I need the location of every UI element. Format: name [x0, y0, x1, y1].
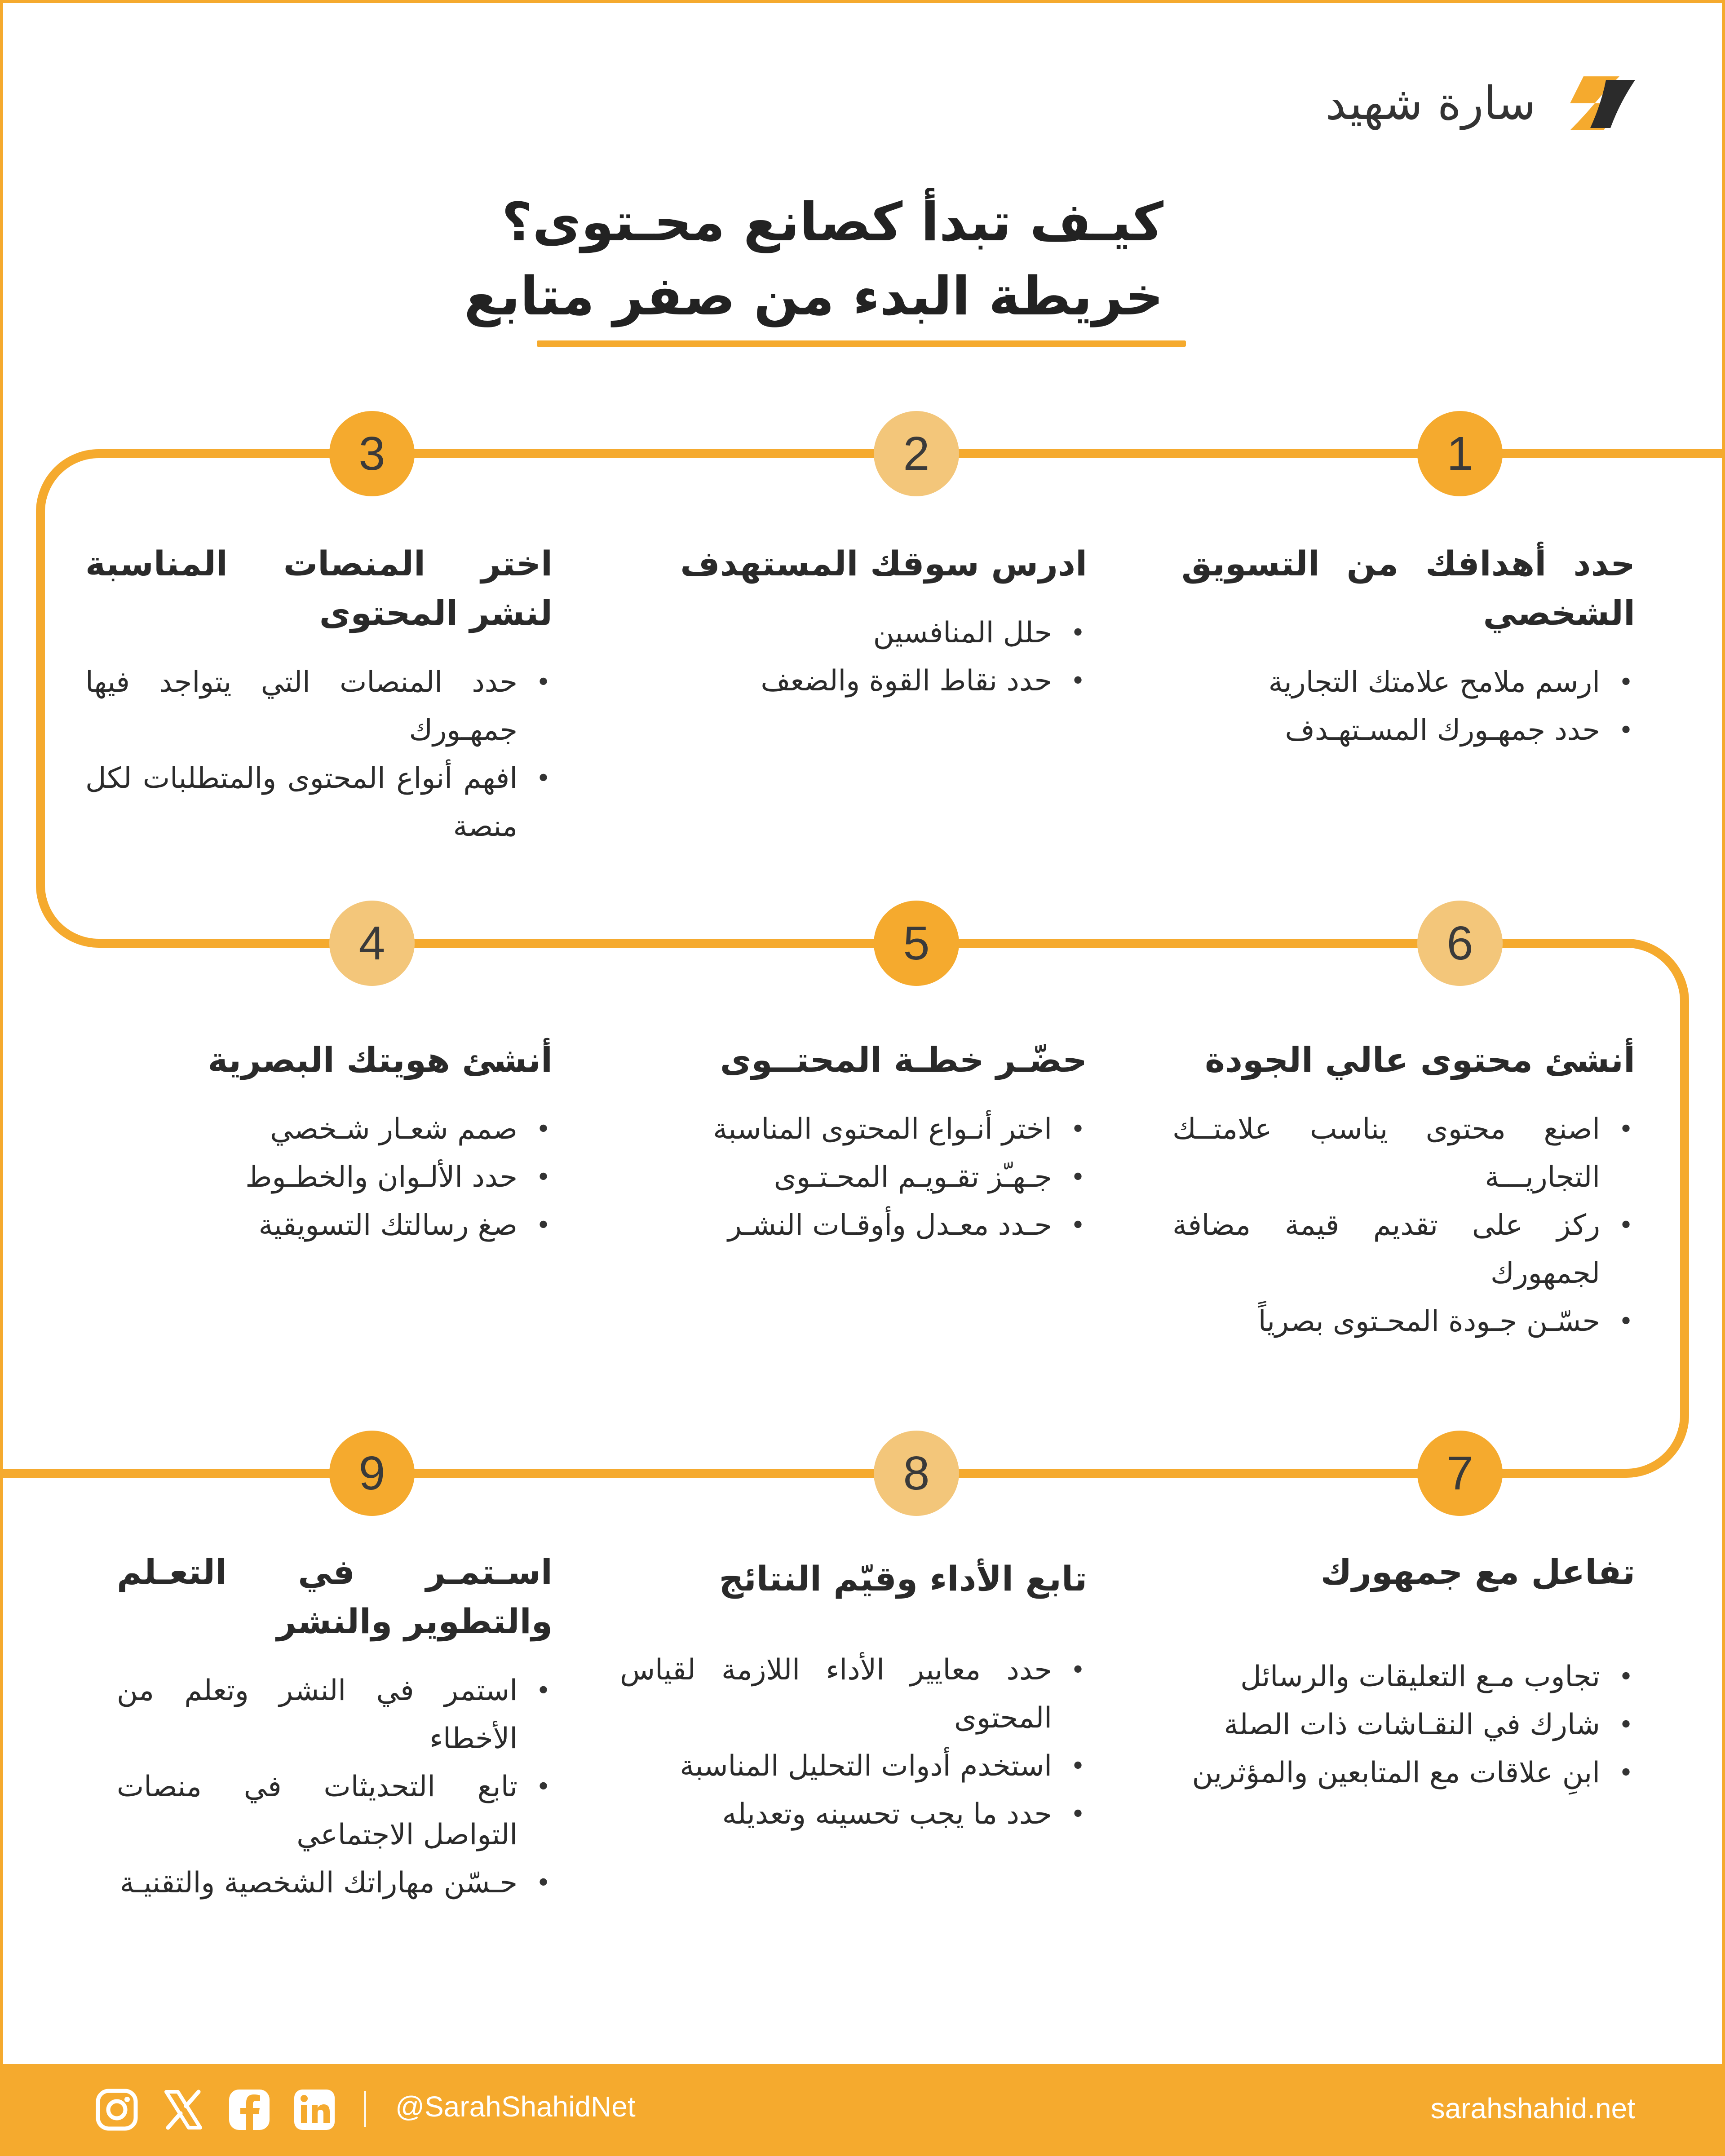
instagram-icon[interactable]	[94, 2087, 139, 2132]
step-8	[620, 1554, 1087, 1838]
social-handle[interactable]: @SarahShahidNet	[395, 2090, 636, 2123]
step-number-2: 2	[874, 411, 959, 496]
step-6-title: أنشئ محتوى عالي الجودة	[1205, 1040, 1635, 1080]
list-item: • صمم شعـار شـخصي	[85, 1105, 553, 1153]
step-8-title: تابع الأداء وقيّم النتائج	[719, 1559, 1087, 1599]
list-item: • حدد نقاط القوة والضعف	[638, 657, 1087, 705]
step-7-list	[1132, 1653, 1635, 1797]
step-2-title: ادرس سوقك المستهدف	[680, 543, 1087, 583]
list-item: • اختر أنـواع المحتوى المناسبة	[638, 1105, 1087, 1153]
step-number-9: 9	[329, 1431, 415, 1516]
step-5-list	[638, 1105, 1087, 1250]
step-1-title: حدد أهدافك من التسويق الشخصي	[1181, 543, 1635, 633]
step-2-list	[638, 609, 1087, 705]
list-item: • حدد معايير الأداء اللازمة لقياس المحتوى	[620, 1646, 1087, 1742]
step-number-1: 1	[1417, 411, 1503, 496]
linkedin-icon[interactable]	[292, 2087, 337, 2132]
step-number-7: 7	[1417, 1431, 1503, 1516]
list-item: • شارك في النقـاشات ذات الصلة	[1132, 1701, 1635, 1749]
step-number-3: 3	[329, 411, 415, 496]
list-item: • ارسم ملامح علامتك التجارية	[1181, 658, 1635, 707]
step-6	[1172, 1035, 1635, 1346]
step-number-8: 8	[874, 1431, 959, 1516]
step-9-list	[117, 1667, 553, 1907]
list-item: • استمر في النشر وتعلم من الأخطاء	[117, 1667, 553, 1763]
step-number-5: 5	[874, 901, 959, 986]
footer-bar	[0, 2064, 1725, 2156]
list-item: • صغ رسالتك التسويقية	[85, 1202, 553, 1250]
footer-separator	[364, 2091, 366, 2127]
list-item: • ابنِ علاقات مع المتابعين والمؤثرين	[1132, 1749, 1635, 1797]
list-item: • ركز على تقديم قيمة مضافة لجمهورك	[1172, 1202, 1635, 1298]
list-item: • تجاوب مـع التعليقات والرسائل	[1132, 1653, 1635, 1701]
step-5-title: حضّـر خطـة المحتــوى	[720, 1040, 1087, 1080]
step-9	[117, 1547, 553, 1907]
main-subtitle: خريطة البدء من صفر متابع	[464, 265, 1163, 327]
website-link[interactable]: sarahshahid.net	[1430, 2092, 1635, 2125]
step-3-list	[85, 658, 553, 851]
facebook-icon[interactable]	[227, 2087, 272, 2132]
step-7-title: تفاعل مع جمهورك	[1320, 1552, 1635, 1592]
list-item: • حسّـن جـودة المحـتوى بصرياً	[1172, 1298, 1635, 1346]
list-item: • اصنع محتوى يناسب علامتــك التجاريـــة	[1172, 1105, 1635, 1202]
step-8-list	[620, 1646, 1087, 1838]
main-title: كيـف تبدأ كصانع محـتوى؟	[501, 191, 1163, 253]
step-number-4: 4	[329, 901, 415, 986]
step-7	[1132, 1547, 1635, 1797]
step-4-title: أنشئ هويتك البصرية	[208, 1040, 553, 1080]
step-5	[638, 1035, 1087, 1250]
list-item: • حدد جمهـورك المسـتهـدف	[1181, 707, 1635, 755]
list-item: • حـسّن مهاراتك الشخصية والتقنيـة	[117, 1859, 553, 1907]
list-item: • حدد المنصات التي يتواجد فيها جمهـورك	[85, 658, 553, 755]
step-4	[85, 1035, 553, 1250]
x-icon[interactable]	[161, 2087, 206, 2132]
step-2	[638, 539, 1087, 705]
step-3-title: اختر المنصات المناسبة لنشر المحتوى	[85, 543, 553, 633]
step-1-list	[1181, 658, 1635, 755]
list-item: • حـدد معـدل وأوقـات النشـر	[638, 1202, 1087, 1250]
step-1	[1181, 539, 1635, 755]
step-3	[85, 539, 553, 851]
list-item: • افهم أنواع المحتوى والمتطلبات لكل منصة	[85, 755, 553, 851]
list-item: • جـهـّز تقـويـم المحـتـوى	[638, 1153, 1087, 1202]
brand-name: سارة شهيد	[1325, 76, 1536, 130]
list-item: • حدد ما يجب تحسينه وتعديله	[620, 1790, 1087, 1838]
step-4-list	[85, 1105, 553, 1250]
step-6-list	[1172, 1105, 1635, 1346]
list-item: • حلل المنافسين	[638, 609, 1087, 657]
step-9-title: اسـتمـر في التعـلم والتطوير والنشر	[117, 1552, 553, 1641]
list-item: • تابع التحديثات في منصات التواصل الاجتماعي	[117, 1763, 553, 1859]
step-number-6: 6	[1417, 901, 1503, 986]
list-item: • حدد الألـوان والخطـوط	[85, 1153, 553, 1202]
list-item: • استخدم أدوات التحليل المناسبة	[620, 1742, 1087, 1790]
